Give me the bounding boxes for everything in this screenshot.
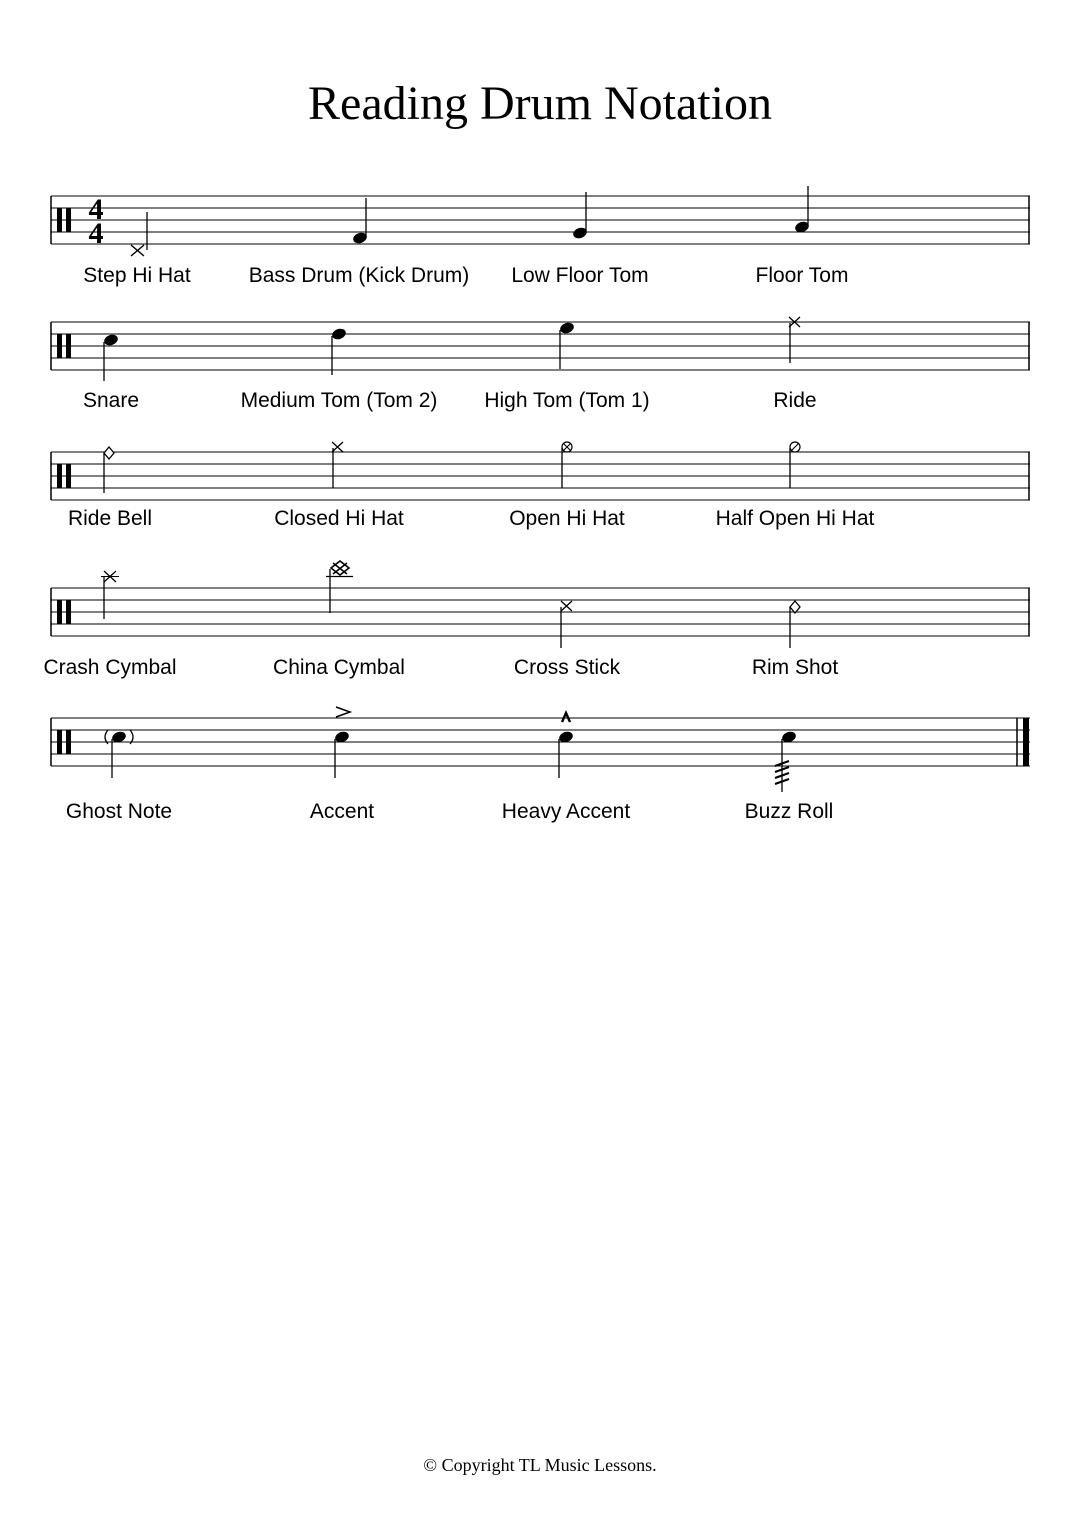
label-crash-cymbal: Crash Cymbal [43, 656, 177, 679]
note-step-hi-hat [131, 212, 147, 256]
label-buzz-roll: Buzz Roll [744, 800, 834, 823]
label-closed-hi-hat: Closed Hi Hat [274, 507, 404, 530]
labels-3 [68, 507, 875, 530]
note-bass-drum [352, 198, 369, 245]
label-rim-shot: Rim Shot [751, 656, 839, 679]
note-ride [789, 317, 800, 363]
staff-lines [51, 196, 1030, 244]
label-cross-stick: Cross Stick [513, 656, 621, 679]
note-closed-hi-hat [332, 442, 343, 488]
note-ride-bell [104, 447, 114, 493]
labels-2 [83, 389, 817, 412]
label-china-cymbal: China Cymbal [273, 656, 405, 679]
label-open-hi-hat: Open Hi Hat [509, 507, 625, 530]
staff-1 [51, 186, 1030, 256]
staff-4 [51, 561, 1030, 648]
note-medium-tom [331, 327, 348, 375]
note-open-hi-hat [562, 442, 572, 488]
note-buzz-roll [775, 730, 797, 792]
label-floor-tom: Floor Tom [755, 264, 849, 287]
staff-lines [51, 718, 1030, 766]
time-signature-top: 4 [88, 193, 104, 226]
note-heavy-accent [558, 713, 575, 778]
labels-4 [43, 656, 838, 679]
note-high-tom [559, 321, 576, 369]
label-low-floor-tom: Low Floor Tom [511, 264, 649, 287]
label-heavy-accent: Heavy Accent [501, 800, 631, 823]
label-medium-tom: Medium Tom (Tom 2) [240, 389, 438, 412]
label-ride: Ride [773, 389, 817, 412]
label-half-open-hi-hat: Half Open Hi Hat [715, 507, 875, 530]
labels-5 [66, 800, 833, 823]
note-floor-tom [794, 186, 811, 234]
page-title: Reading Drum Notation [308, 77, 772, 130]
staff-lines [51, 452, 1030, 500]
note-china-cymbal [326, 561, 353, 613]
label-high-tom: High Tom (Tom 1) [484, 389, 650, 412]
note-snare [103, 333, 120, 381]
labels-1 [83, 264, 848, 287]
time-signature-bottom: 4 [88, 217, 104, 250]
label-bass-drum: Bass Drum (Kick Drum) [248, 264, 470, 287]
label-ride-bell: Ride Bell [67, 507, 153, 530]
staff-lines [51, 588, 1030, 636]
staff-3 [51, 442, 1030, 500]
staff-2 [51, 317, 1030, 381]
label-ghost-note: Ghost Note [65, 800, 173, 823]
note-half-open-hi-hat [790, 442, 800, 488]
staff-5 [51, 707, 1030, 792]
staff-lines [51, 322, 1030, 370]
note-low-floor-tom [572, 192, 589, 240]
label-accent: Accent [309, 800, 375, 823]
label-step-hi-hat: Step Hi Hat [83, 264, 191, 287]
label-snare: Snare [82, 389, 140, 412]
copyright-notice: © Copyright TL Music Lessons. [423, 1455, 657, 1475]
